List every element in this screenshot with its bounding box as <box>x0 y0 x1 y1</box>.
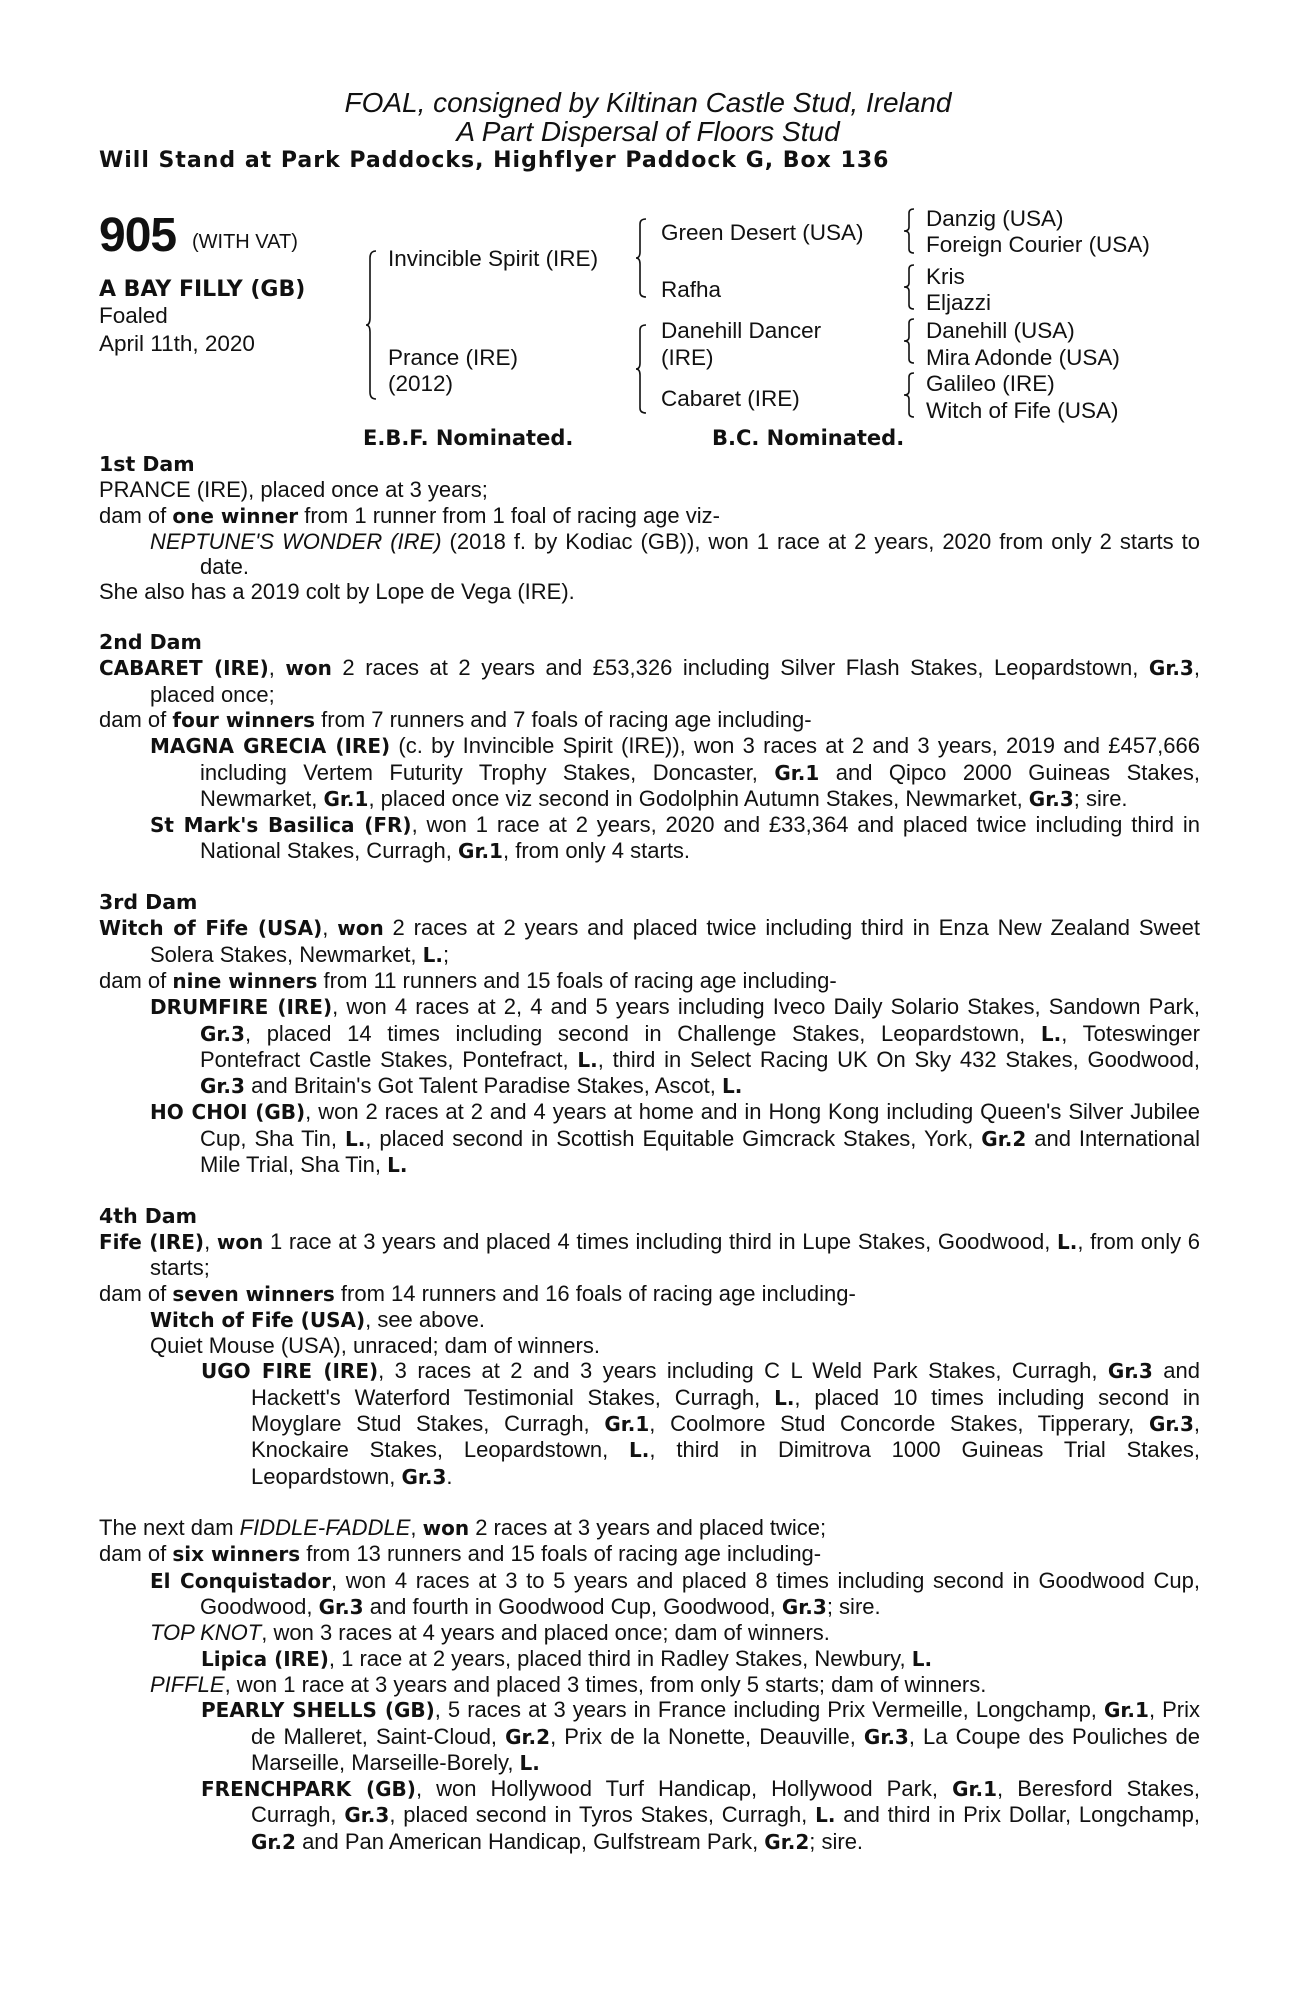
bold-text: nine winners <box>172 968 318 993</box>
bold-text: Gr.3 <box>1148 1411 1194 1436</box>
bold-text: Gr.1 <box>458 839 503 864</box>
text: from 13 runners and 15 foals of racing age including- <box>300 1541 822 1567</box>
produce-entry <box>99 968 1200 994</box>
bold-text: Gr.3 <box>318 1595 364 1620</box>
text: Quiet Mouse (USA), unraced; dam of winners. <box>150 1333 600 1359</box>
italic-text: NEPTUNE'S WONDER (IRE) <box>150 528 442 554</box>
pedigree-brace-3d <box>904 372 916 418</box>
text: (2018 f. by Kodiac (GB)), won 1 race at 2 years, 2020 from only 2 starts to date. <box>200 528 1200 580</box>
text: dam of <box>99 706 173 732</box>
italic-text: FIDDLE-FADDLE <box>239 1515 411 1541</box>
produce-entry <box>99 915 1200 968</box>
text: The next dam <box>99 1515 240 1541</box>
produce-entry <box>99 655 1200 707</box>
text: , placed 10 times including second in Moyglare Stud Stakes, Curragh, <box>251 1384 1200 1436</box>
text: from 11 runners and 15 foals of racing age including- <box>317 967 837 993</box>
text: and fourth in Goodwood Cup, Goodwood, <box>363 1594 782 1620</box>
pedigree-brace-3c <box>904 318 916 364</box>
pedigree-brace-3b <box>904 264 916 310</box>
bold-text: Gr.3 <box>200 1021 245 1046</box>
dam-section <box>99 890 1200 1178</box>
text: , placed second in Tyros Stakes, Curragh, <box>389 1802 816 1828</box>
text: , won 1 race at 3 years and placed 3 times, from only 5 starts; dam of winners. <box>224 1671 987 1697</box>
pedigree-dam-dam: Cabaret (IRE) <box>661 386 800 411</box>
text: , 5 races at 3 years in France including Prix Vermeille, Longchamp, <box>434 1697 1104 1723</box>
bold-text: L. <box>911 1646 933 1671</box>
text: dam of <box>99 1280 173 1306</box>
italic-text: TOP KNOT <box>150 1620 262 1646</box>
bold-text: Lipica (IRE) <box>201 1646 329 1671</box>
bold-text: Gr.3 <box>401 1464 447 1489</box>
bold-text: won <box>337 916 384 941</box>
bold-text: won <box>216 1229 264 1254</box>
pedigree-sire-dam: Rafha <box>661 277 722 302</box>
bold-text: L. <box>519 1750 540 1775</box>
lot-title: A BAY FILLY (GB) <box>99 277 306 302</box>
italic-text: PIFFLE <box>150 1671 225 1697</box>
text: and Pan American Handicap, Gulfstream Park, <box>295 1828 765 1854</box>
text: , won Hollywood Turf Handicap, Hollywood Park, <box>415 1776 953 1802</box>
bold-text: Gr.2 <box>251 1829 296 1854</box>
bold-text: Gr.3 <box>1028 786 1074 811</box>
bold-text: Gr.1 <box>323 786 369 811</box>
bold-text: L. <box>345 1126 366 1151</box>
text: PRANCE (IRE), placed once at 3 years; <box>99 477 488 503</box>
produce-record <box>99 452 1200 1880</box>
text: , Coolmore Stud Concorde Stakes, Tipperary, <box>649 1410 1149 1436</box>
produce-entry <box>99 1672 1200 1697</box>
bold-text: L. <box>577 1047 598 1072</box>
produce-entry <box>99 529 1200 580</box>
text: 2 races at 2 years and placed twice including third in Enza New Zealand Sweet Solera Stakes, Newmarket, <box>150 915 1200 967</box>
bold-text: MAGNA GRECIA (IRE) <box>150 734 391 759</box>
dispersal-line: A Part Dispersal of Floors Stud <box>456 116 840 147</box>
pedigree-ggp: Foreign Courier (USA) <box>926 232 1150 257</box>
produce-entry <box>99 1568 1200 1621</box>
bold-text: Gr.1 <box>774 760 820 785</box>
produce-entry <box>99 1358 1200 1489</box>
produce-entry <box>99 1229 1200 1281</box>
consignor-line: FOAL, consigned by Kiltinan Castle Stud, Ireland <box>344 87 952 118</box>
produce-entry <box>99 1620 1200 1645</box>
text: , placed 14 times including second in Challenge Stakes, Leopardstown, <box>244 1020 1041 1046</box>
bold-text: Gr.2 <box>981 1126 1027 1151</box>
text: , won 4 races at 3 to 5 years and placed 8 times including second in Goodwood Cup, Goodwood, <box>200 1567 1200 1620</box>
text: dam of <box>99 502 173 528</box>
produce-entry <box>99 477 1200 502</box>
text: , from only 6 starts; <box>150 1228 1201 1281</box>
text: , Prix de Malleret, Saint-Cloud, <box>251 1697 1200 1749</box>
bold-text: UGO FIRE (IRE) <box>201 1359 379 1384</box>
produce-entry <box>99 1541 1200 1567</box>
text: , 1 race at 2 years, placed third in Radley Stakes, Newbury, <box>328 1645 912 1671</box>
pedigree-ggp: Witch of Fife (USA) <box>926 398 1119 423</box>
bold-text: HO CHOI (GB) <box>150 1100 306 1125</box>
pedigree-brace-2a <box>636 218 648 298</box>
text: , La Coupe des Pouliches de Marseille, Marseille-Borely, <box>251 1723 1200 1775</box>
bold-text: won <box>285 656 332 681</box>
bold-text: Gr.2 <box>764 1829 810 1854</box>
pedigree-brace-2b <box>636 324 648 414</box>
text: , see above. <box>365 1306 485 1332</box>
pedigree-dam-sire-country: (IRE) <box>661 345 714 370</box>
bold-text: Witch of Fife (USA) <box>99 916 323 941</box>
ebf-nominated: E.B.F. Nominated. <box>363 426 574 450</box>
lot-number: 905 <box>99 209 177 262</box>
pedigree-ggp: Galileo (IRE) <box>926 371 1055 396</box>
bold-text: St Mark's Basilica (FR) <box>150 813 412 838</box>
foaled-date: April 11th, 2020 <box>99 331 255 356</box>
pedigree-dam: Prance (IRE) <box>388 345 519 370</box>
bc-nominated: B.C. Nominated. <box>712 426 905 450</box>
text: , Toteswinger Pontefract Castle Stakes, Pontefract, <box>200 1020 1200 1072</box>
text: 2 races at 2 years and £53,326 including Silver Flash Stakes, Leopardstown, <box>331 655 1149 681</box>
text: She also has a 2019 colt by Lope de Vega (IRE). <box>99 579 575 605</box>
bold-text: El Conquistador <box>150 1568 331 1593</box>
bold-text: DRUMFIRE (IRE) <box>150 995 333 1020</box>
dam-section <box>99 1515 1200 1855</box>
produce-entry <box>99 812 1200 865</box>
bold-text: six winners <box>172 1542 301 1567</box>
bold-text: Witch of Fife (USA) <box>150 1307 366 1332</box>
pedigree-sire-sire: Green Desert (USA) <box>661 220 864 245</box>
text: ; sire. <box>826 1594 881 1620</box>
bold-text: Gr.3 <box>344 1803 390 1828</box>
bold-text: PEARLY SHELLS (GB) <box>201 1698 435 1723</box>
bold-text: Fife (IRE) <box>99 1229 205 1254</box>
text: , third in Select Racing UK On Sky 432 Stakes, Goodwood, <box>597 1046 1200 1072</box>
bold-text: four winners <box>172 707 316 732</box>
text: , placed once viz second in Godolphin Autumn Stakes, Newmarket, <box>368 785 1029 811</box>
text: , from only 4 starts. <box>502 838 691 864</box>
text: dam of <box>99 1541 173 1567</box>
produce-entry <box>99 1646 1200 1672</box>
text: 2 races at 3 years and placed twice; <box>469 1515 827 1541</box>
text: , won 4 races at 2, 4 and 5 years including Iveco Daily Solario Stakes, Sandown Park, <box>332 994 1200 1020</box>
text: and Britain's Got Talent Paradise Stakes, Ascot, <box>244 1073 723 1099</box>
dam-heading: 2nd Dam <box>99 630 202 655</box>
produce-entry <box>99 733 1200 812</box>
pedigree-brace-3a <box>904 208 916 254</box>
bold-text: L. <box>1040 1021 1062 1046</box>
bold-text: one winner <box>172 503 299 528</box>
text: , Knockaire Stakes, Leopardstown, <box>251 1410 1201 1463</box>
text: , <box>410 1515 423 1541</box>
text: from 1 runner from 1 foal of racing age viz- <box>298 502 720 528</box>
text: and Hackett's Waterford Testimonial Stakes, Curragh, <box>251 1358 1200 1410</box>
produce-entry <box>99 1776 1200 1855</box>
text: and third in Prix Dollar, Longchamp, <box>835 1802 1200 1828</box>
text: , <box>322 915 338 941</box>
dam-heading: 4th Dam <box>99 1203 198 1228</box>
bold-text: L. <box>815 1803 836 1828</box>
pedigree-ggp: Danzig (USA) <box>926 206 1064 231</box>
bold-text: L. <box>387 1153 408 1178</box>
text: 1 race at 3 years and placed 4 times including third in Lupe Stakes, Goodwood, <box>263 1228 1058 1254</box>
bold-text: Gr.2 <box>505 1724 551 1749</box>
produce-entry <box>99 1281 1200 1307</box>
text: from 14 runners and 16 foals of racing age including- <box>334 1280 856 1306</box>
bold-text: seven winners <box>172 1281 335 1306</box>
text: and Qipco 2000 Guineas Stakes, Newmarket, <box>200 759 1200 811</box>
pedigree-ggp: Kris <box>926 264 965 289</box>
pedigree-ggp: Danehill (USA) <box>926 318 1075 343</box>
dam-section <box>99 1204 1200 1490</box>
bold-text: Gr.1 <box>1103 1698 1149 1723</box>
bold-text: L. <box>774 1385 795 1410</box>
pedigree-ggp: Mira Adonde (USA) <box>926 345 1120 370</box>
produce-entry <box>99 707 1200 733</box>
vat-note: (WITH VAT) <box>192 231 298 253</box>
text: (c. by Invincible Spirit (IRE)), won 3 races at 2 and 3 years, 2019 and £457,666 including Vertem Futurity Trophy Stakes, Doncaster, <box>200 733 1200 785</box>
text: , Prix de la Nonette, Deauville, <box>550 1723 864 1749</box>
text: , placed second in Scottish Equitable Gimcrack Stakes, York, <box>365 1125 982 1151</box>
stabling-line: Will Stand at Park Paddocks, Highflyer Paddock G, Box 136 <box>99 148 890 173</box>
text: , won 1 race at 2 years, 2020 and £33,364 and placed twice including third in National Stakes, Curragh, <box>200 812 1200 864</box>
foaled-label: Foaled <box>99 303 168 328</box>
bold-text: L. <box>422 942 444 967</box>
text: , third in Dimitrova 1000 Guineas Trial Stakes, Leopardstown, <box>251 1437 1201 1489</box>
text: , <box>204 1228 217 1254</box>
bold-text: L. <box>722 1074 743 1099</box>
pedigree-ggp: Eljazzi <box>926 290 992 315</box>
bold-text: L. <box>1057 1229 1078 1254</box>
text: , won 3 races at 4 years and placed once; dam of winners. <box>261 1620 830 1646</box>
text: , 3 races at 2 and 3 years including C L Weld Park Stakes, Curragh, <box>378 1358 1108 1384</box>
dam-section <box>99 452 1200 605</box>
pedigree-brace-1 <box>366 250 378 400</box>
produce-entry <box>99 1307 1200 1333</box>
bold-text: won <box>422 1516 470 1541</box>
bold-text: CABARET (IRE) <box>99 656 269 681</box>
text: , <box>268 655 286 681</box>
dam-section <box>99 630 1200 865</box>
bold-text: Gr.3 <box>781 1595 827 1620</box>
bold-text: Gr.3 <box>200 1074 245 1099</box>
text: , Beresford Stakes, Curragh, <box>251 1776 1200 1828</box>
text: ; sire. <box>1073 785 1128 811</box>
text: ; sire. <box>809 1828 864 1854</box>
bold-text: Gr.1 <box>604 1411 650 1436</box>
pedigree-dam-year: (2012) <box>388 371 454 396</box>
produce-entry <box>99 1697 1200 1776</box>
bold-text: Gr.3 <box>1148 656 1194 681</box>
produce-entry <box>99 994 1200 1099</box>
produce-entry <box>99 579 1200 604</box>
text: dam of <box>99 967 173 993</box>
text: and International Mile Trial, Sha Tin, <box>200 1125 1200 1178</box>
bold-text: FRENCHPARK (GB) <box>201 1777 416 1802</box>
bold-text: Gr.1 <box>952 1777 998 1802</box>
text: , placed once; <box>150 655 1200 707</box>
bold-text: L. <box>629 1438 650 1463</box>
pedigree-dam-sire: Danehill Dancer <box>661 318 822 343</box>
text: . <box>446 1463 453 1489</box>
text: ; <box>443 941 450 967</box>
produce-entry <box>99 1515 1200 1541</box>
dam-heading: 3rd Dam <box>99 890 198 915</box>
produce-entry <box>99 503 1200 529</box>
bold-text: Gr.3 <box>1107 1359 1153 1384</box>
text: , won 2 races at 2 and 4 years at home and in Hong Kong including Queen's Silver Jubilee Cup, Sha Tin, <box>200 1099 1200 1151</box>
dam-heading: 1st Dam <box>99 452 195 476</box>
produce-entry <box>99 1333 1200 1358</box>
text: from 7 runners and 7 foals of racing age including- <box>315 706 812 732</box>
pedigree-sire: Invincible Spirit (IRE) <box>388 246 599 271</box>
bold-text: Gr.3 <box>863 1724 909 1749</box>
produce-entry <box>99 1099 1200 1178</box>
